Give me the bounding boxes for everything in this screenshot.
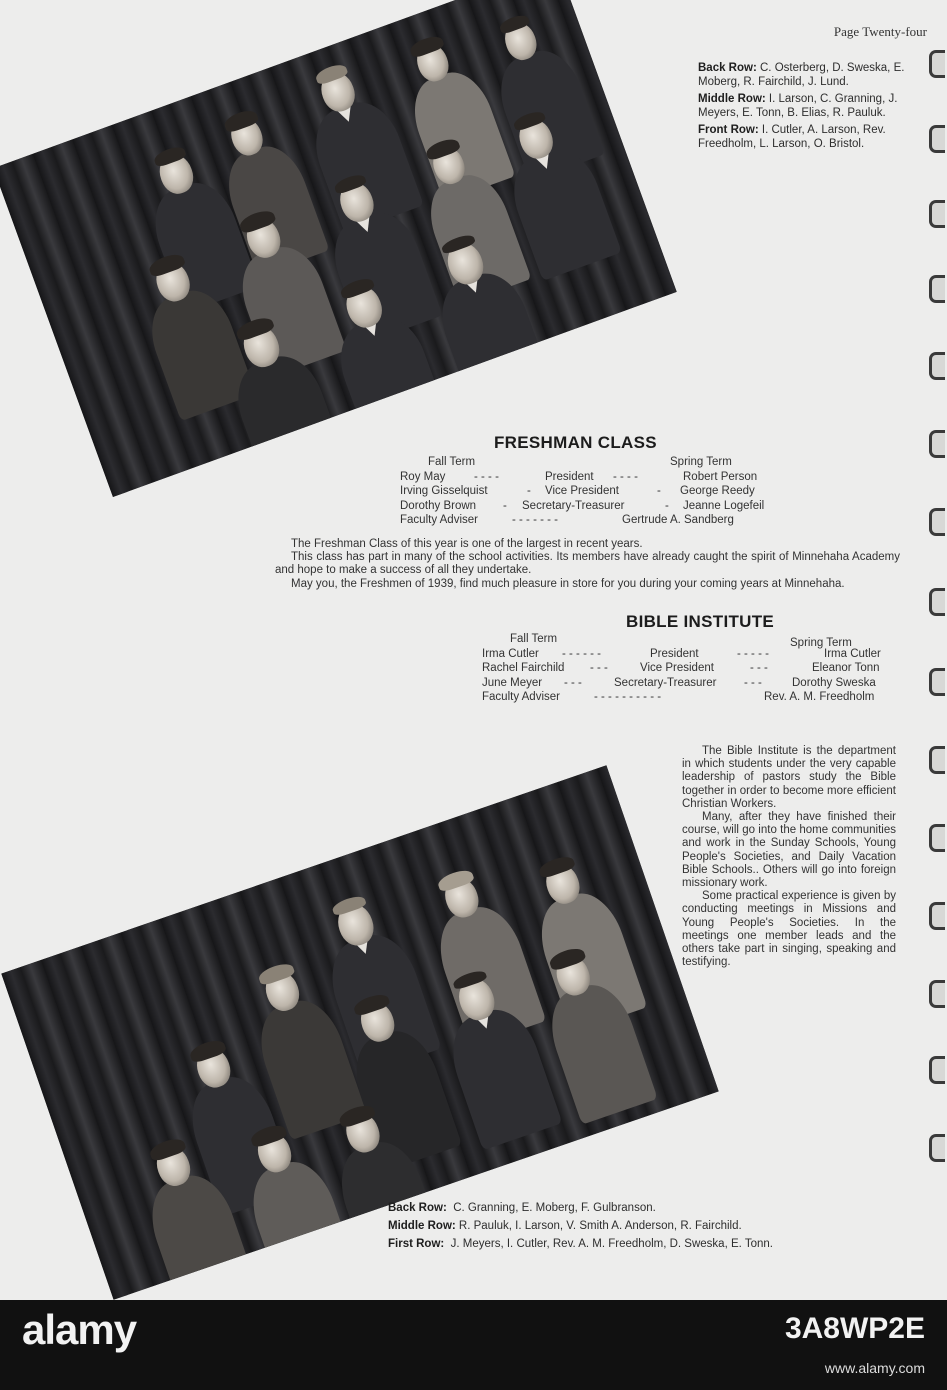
image-id: 3A8WP2E (784, 1312, 925, 1345)
freshman-class-photo (0, 0, 677, 497)
officer-row: Irving Gisselquist - Vice President - George Reedy (400, 485, 755, 497)
site-url: www.alamy.com (824, 1360, 925, 1376)
middle-row-label: Middle Row: (698, 93, 766, 106)
binding-ring (929, 125, 945, 153)
officers-term-header (400, 455, 780, 470)
officer-row: Dorothy Brown - Secretary-Treasurer - Jeanne Logefeil (400, 499, 765, 512)
freshman-class-heading: FRESHMAN CLASS (494, 433, 657, 452)
binding-ring (929, 902, 945, 930)
spiral-binding (929, 40, 947, 1280)
back-row-names: C. Granning, E. Moberg, F. Gulbranson. (453, 1202, 656, 1214)
binding-ring (929, 588, 945, 616)
paragraph: The Bible Institute is the department in which students under the very capable leadership of pastors study the Bible together in order to become more efficient Christian Workers. (682, 745, 896, 810)
first-row-names: J. Meyers, I. Cutler, Rev. A. M. Freedholm, D. Sweska, E. Tonn. (450, 1238, 773, 1250)
officers-term-header (482, 632, 902, 647)
officer-row: Irma Cutler - - - - - - President - - - - - Irma Cutler (482, 647, 881, 660)
spring-term-label: Spring Term (670, 456, 732, 468)
bible-institute-description (682, 745, 896, 969)
binding-ring (929, 50, 945, 78)
front-row-names: I. Cutler, A. Larson, Rev. Freedholm, L. Larson, O. Bristol. (698, 124, 886, 150)
page-number: Page Twenty-four (833, 24, 927, 39)
back-row-names: C. Osterberg, D. Sweska, E. Moberg, R. Fairchild, J. Lund. (698, 62, 905, 88)
fall-term-label: Fall Term (428, 456, 476, 468)
binding-ring (929, 275, 945, 303)
binding-ring (929, 352, 945, 380)
officer-row: Roy May - - - - President - - - - Robert Person (400, 470, 758, 483)
officer-row: Faculty Adviser - - - - - - - Gertrude A. Sandberg (400, 514, 734, 526)
back-row-label: Back Row: (388, 1202, 447, 1214)
freshman-photo-caption (698, 62, 908, 156)
binding-ring (929, 508, 945, 536)
spring-term-label: Spring Term (790, 637, 852, 649)
first-row-label: First Row: (388, 1238, 445, 1250)
paragraph: This class has part in many of the school activities. Its members have already caught the spirit of Minnehaha Academy and hope to make a success of all they undertake. (275, 551, 900, 577)
middle-row-names: I. Larson, C. Granning, J. Meyers, E. Tonn, B. Elias, R. Pauluk. (698, 93, 898, 119)
bible-institute-heading: BIBLE INSTITUTE (626, 612, 775, 631)
paragraph: May you, the Freshmen of 1939, find much pleasure in store for you during your coming years at Minnehaha. (291, 577, 845, 590)
paragraph: Some practical experience is given by conducting meetings in Missions and Young People's Societies. In the meetings one member leads and the others take part in singing, speaking and testifying. (682, 890, 896, 969)
bible-officers (482, 632, 902, 705)
binding-ring (929, 1056, 945, 1084)
freshman-officers (400, 455, 780, 528)
binding-ring (929, 200, 945, 228)
paragraph: The Freshman Class of this year is one of the largest in recent years. (291, 538, 643, 550)
binding-ring (929, 824, 945, 852)
paragraph: Many, after they have finished their course, will go into the home communities and work in the Sunday Schools, Young People's Societies, and Daily Vacation Bible Schools.. Others will go into foreign missionary work. (682, 811, 896, 890)
back-row-label: Back Row: (698, 62, 757, 74)
middle-row-names: R. Pauluk, I. Larson, V. Smith A. Anderson, R. Fairchild. (458, 1220, 742, 1232)
binding-ring (929, 980, 945, 1008)
binding-ring (929, 1134, 945, 1162)
bible-photo-caption (388, 1199, 908, 1253)
binding-ring (929, 430, 945, 458)
middle-row-label: Middle Row: (388, 1220, 456, 1232)
officer-row: Rachel Fairchild - - - Vice President - - - Eleanor Tonn (482, 662, 880, 674)
brand-logo: alamy (22, 1306, 137, 1353)
officer-row: June Meyer - - - Secretary-Treasurer - - - Dorothy Sweska (482, 676, 876, 689)
freshman-description (275, 538, 900, 591)
officer-row: Faculty Adviser - - - - - - - - - - Rev. A. M. Freedholm (482, 691, 875, 703)
front-row-label: Front Row: (698, 124, 759, 137)
fall-term-label: Fall Term (510, 633, 558, 645)
binding-ring (929, 746, 945, 774)
binding-ring (929, 668, 945, 696)
